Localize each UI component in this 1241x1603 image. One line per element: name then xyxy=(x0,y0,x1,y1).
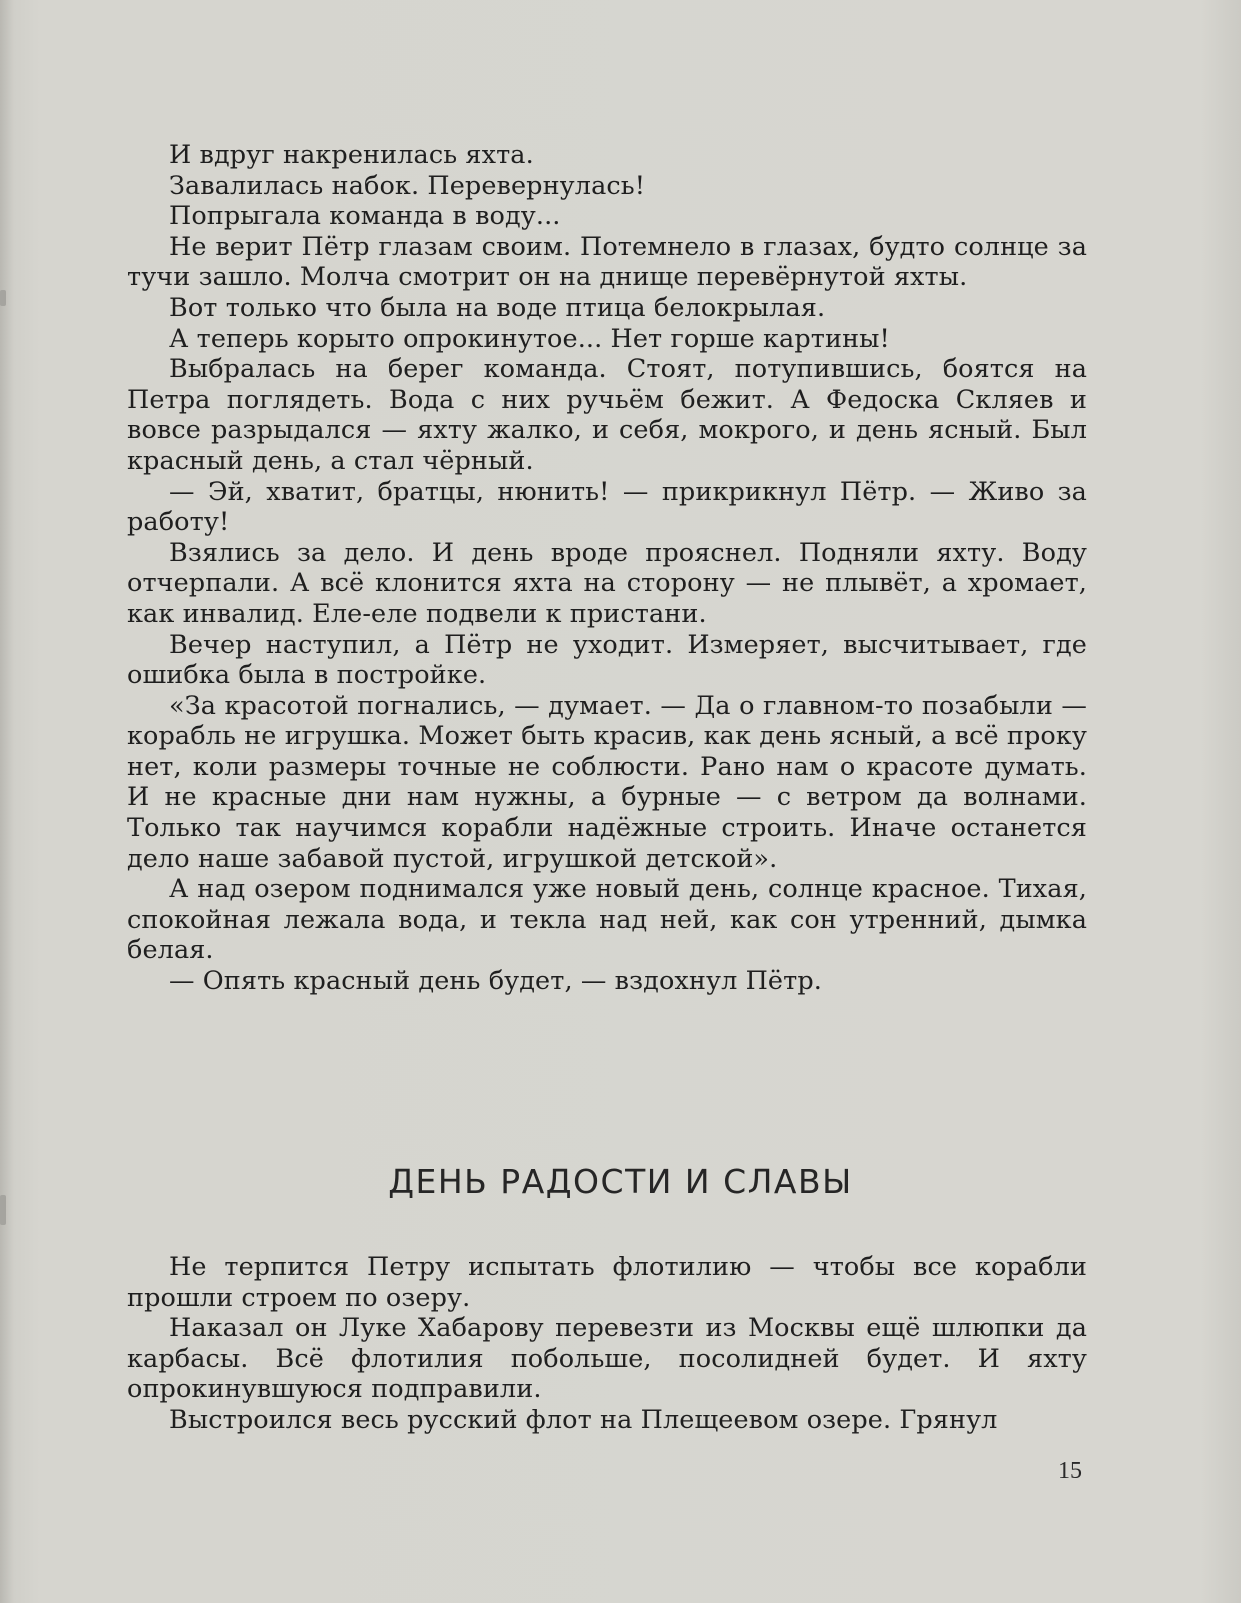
paragraph: Попрыгала команда в воду... xyxy=(169,201,561,232)
paragraph: Выбралась на берег команда. Стоят, потупившись, боятся на Петра поглядеть. Вода с них ручьём бежит. А Федоска Скляев и вовсе разрыдался — яхту жалко, и себя, мокрого, и день ясный. Был красный день, а стал чёрный. xyxy=(127,354,1087,476)
paragraph: «За красотой погнались, — думает. — Да о главном-то позабыли — корабль не игрушка. Может быть красив, как день ясный, а всё проку нет, коли размеры точные не соблюсти. Рано нам о красоте думать. И не красные дни нам нужны, а бурные — с ветром да волнами. Только так научимся корабли надёжные строить. Иначе останется дело наше забавой пустой, игрушкой детской». xyxy=(127,690,1087,874)
paragraph: И вдруг накренилась яхта. xyxy=(169,140,534,170)
paragraph: А над озером поднимался уже новый день, солнце красное. Тихая, спокойная лежала вода, и текла над ней, как сон утренний, дымка белая. xyxy=(127,874,1087,966)
paragraph: Наказал он Луке Хабарову перевезти из Москвы ещё шлюпки да карбасы. Всё флотилия побольше, посолидней будет. И яхту опрокинувшуюся подправили. xyxy=(127,1313,1087,1405)
paragraph: — Опять красный день будет, — вздохнул Пётр. xyxy=(169,966,822,997)
paragraph: Взялись за дело. И день вроде прояснел. Подняли яхту. Воду отчерпали. А всё клонится яхта на сторону — не плывёт, а хромает, как инвалид. Еле-еле подвели к пристани. xyxy=(127,537,1087,629)
paragraph: — Эй, хватит, братцы, нюнить! — прикрикнул Пётр. — Живо за работу! xyxy=(127,476,1087,538)
chapter-title: ДЕНЬ РАДОСТИ И СЛАВЫ xyxy=(388,1162,853,1201)
page-edge-mark xyxy=(0,290,6,306)
paragraph: Не верит Пётр глазам своим. Потемнело в глазах, будто солнце за тучи зашло. Молча смотрит он на днище перевёрнутой яхты. xyxy=(127,231,1087,293)
paragraph: Не терпится Петру испытать флотилию — чтобы все корабли прошли строем по озеру. xyxy=(127,1252,1087,1313)
story-text-top xyxy=(127,140,1087,997)
paragraph: Выстроился весь русский флот на Плещеевом озере. Грянул xyxy=(169,1404,998,1435)
story-text-bottom xyxy=(127,1252,1087,1436)
page-number: 15 xyxy=(1058,1458,1082,1484)
paragraph: Вот только что была на воде птица белокрылая. xyxy=(169,292,826,323)
paragraph: Вечер наступил, а Пётр не уходит. Измеряет, высчитывает, где ошибка была в постройке. xyxy=(127,629,1087,691)
paragraph: Завалилась набок. Перевернулась! xyxy=(169,170,646,201)
paragraph: А теперь корыто опрокинутое... Нет горше картины! xyxy=(169,323,890,354)
